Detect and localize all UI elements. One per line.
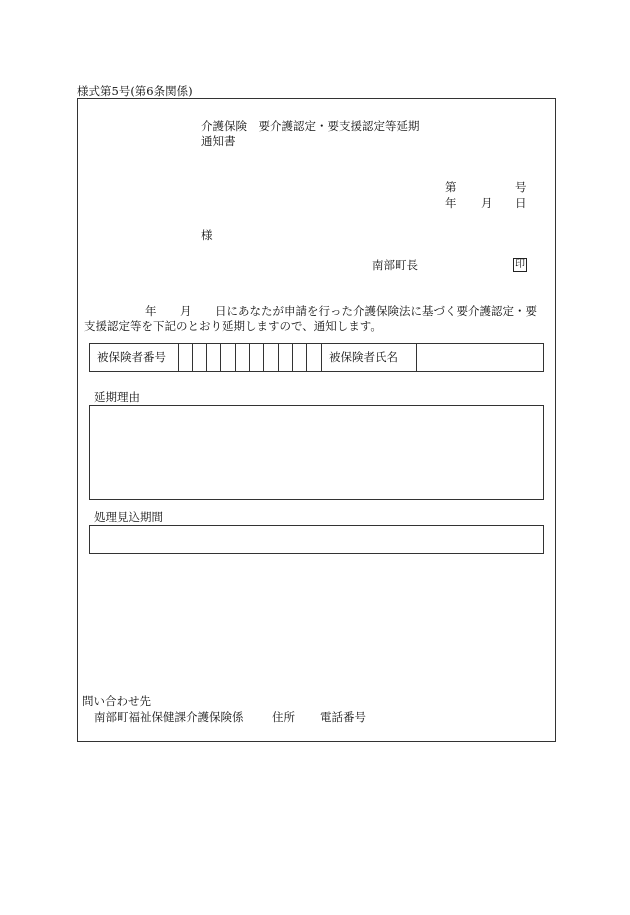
insured-number-digit-cell[interactable] xyxy=(179,344,193,371)
document-number-prefix: 第 xyxy=(445,180,457,194)
postponement-reason-box[interactable] xyxy=(89,405,544,500)
insured-number-digit-cell[interactable] xyxy=(307,344,322,371)
insured-person-table xyxy=(89,343,544,372)
insured-name-label: 被保険者氏名 xyxy=(329,350,398,364)
insured-number-digit-cell[interactable] xyxy=(293,344,307,371)
body-text-line1: 日にあなたが申請を行った介護保険法に基づく要介護認定・要 xyxy=(215,304,537,318)
body-text-line2: 支援認定等を下記のとおり延期しますので、通知します。 xyxy=(84,319,382,333)
issue-date-day: 日 xyxy=(515,196,527,210)
insured-name-field[interactable] xyxy=(417,344,543,371)
insured-number-label: 被保険者番号 xyxy=(97,350,166,364)
form-number-label: 様式第5号(第6条関係) xyxy=(77,84,193,98)
application-year: 年 xyxy=(145,304,157,318)
document-title-line2: 通知書 xyxy=(201,134,236,148)
contact-department: 南部町福祉保健課介護保険係 xyxy=(94,710,244,724)
insured-number-digit-cell[interactable] xyxy=(207,344,221,371)
insured-number-digit-cell[interactable] xyxy=(221,344,236,371)
contact-phone-label: 電話番号 xyxy=(320,710,366,724)
insured-number-digit-cell[interactable] xyxy=(250,344,264,371)
application-month: 月 xyxy=(180,304,192,318)
document-number-suffix: 号 xyxy=(515,180,527,194)
contact-heading: 問い合わせ先 xyxy=(82,694,151,708)
document-title-line1: 介護保険 要介護認定・要支援認定等延期 xyxy=(201,119,420,133)
postponement-reason-label: 延期理由 xyxy=(94,390,140,404)
contact-address-label: 住所 xyxy=(272,710,295,724)
insured-number-digit-cell[interactable] xyxy=(264,344,279,371)
insured-number-digit-cell[interactable] xyxy=(193,344,207,371)
seal-mark-icon: 印 xyxy=(515,259,525,270)
insured-number-digit-cell[interactable] xyxy=(236,344,250,371)
insured-number-digit-cell[interactable] xyxy=(279,344,293,371)
processing-period-label: 処理見込期間 xyxy=(94,510,163,524)
issue-date-month: 月 xyxy=(481,196,493,210)
processing-period-box[interactable] xyxy=(89,525,544,554)
issuer-name: 南部町長 xyxy=(372,258,418,272)
issue-date-year: 年 xyxy=(445,196,457,210)
recipient-honorific: 様 xyxy=(201,228,213,242)
